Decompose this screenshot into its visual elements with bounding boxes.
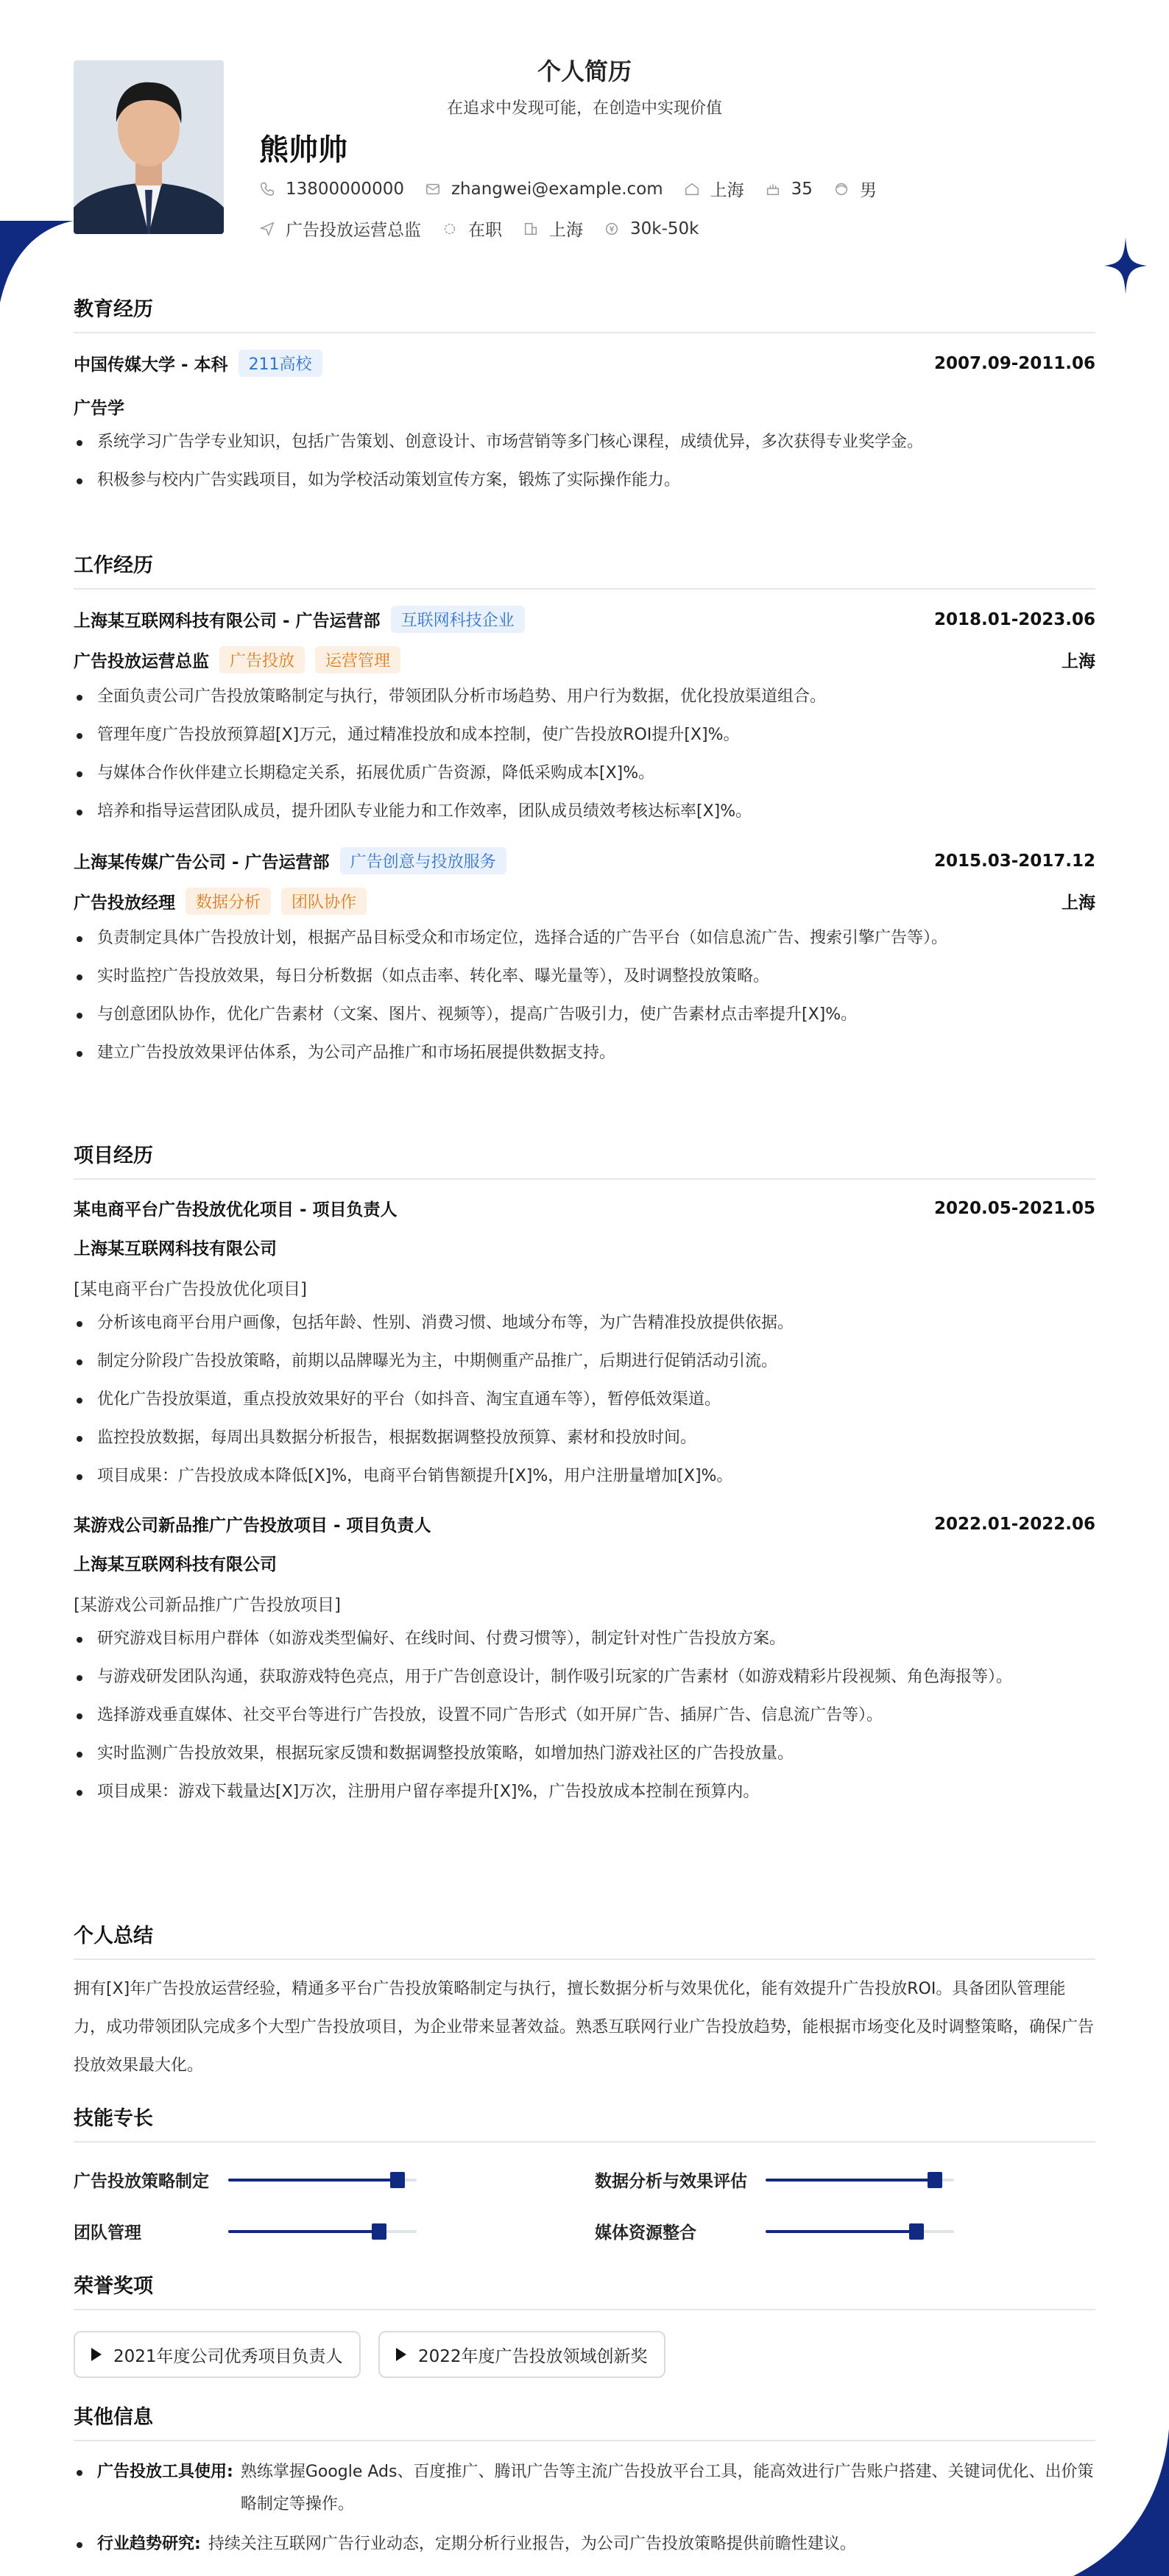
- email-icon: [425, 181, 441, 197]
- phone-value: 13800000000: [286, 179, 404, 199]
- job-position: 广告投放经理: [74, 894, 175, 913]
- company-name: 上海某互联网科技有限公司 - 广告运营部: [74, 612, 381, 631]
- resume-slogan: 在追求中发现可能，在创造中实现价值: [446, 99, 722, 118]
- list-item: 项目成果：游戏下载量达[X]万次，注册用户留存率提升[X]%，广告投放成本控制在预算内。: [74, 1777, 1095, 1807]
- job-period: 2015.03-2017.12: [933, 851, 1095, 871]
- other-label: 广告投放工具使用:: [97, 2463, 233, 2481]
- list-item: 建立广告投放效果评估体系，为公司产品推广和市场拓展提供数据支持。: [74, 1038, 1095, 1068]
- company-name: 上海某传媒广告公司 - 广告运营部: [74, 853, 330, 872]
- education-section: [74, 293, 1095, 495]
- project-label: [某电商平台广告投放优化项目]: [74, 1280, 307, 1299]
- skill-level-bar: [228, 2230, 417, 2233]
- skill-name: 媒体资源整合: [595, 2223, 696, 2243]
- triangle-icon: [396, 2348, 406, 2361]
- skill-name: 数据分析与效果评估: [595, 2171, 747, 2191]
- project-period: 2020.05-2021.05: [933, 1198, 1095, 1218]
- skill-level-fill: [766, 2230, 917, 2233]
- list-item: 管理年度广告投放预算超[X]万元，通过精准投放和成本控制，使广告投放ROI提升[X]%。: [74, 721, 1095, 750]
- project-label: [某游戏公司新品推广广告投放项目]: [74, 1596, 341, 1615]
- other-text: 持续关注互联网广告行业动态，定期分析行业报告，为公司广告投放策略提供前瞻性建议。: [208, 2535, 856, 2553]
- salary-icon: [604, 221, 620, 237]
- list-item: 积极参与校内广告实践项目，如为学校活动策划宣传方案，锻炼了实际操作能力。: [74, 466, 1095, 495]
- job-city: 上海: [1062, 894, 1095, 913]
- list-item: 负责制定具体广告投放计划，根据产品目标受众和市场定位，选择合适的广告平台（如信息流广告、搜索引擎广告等）。: [74, 924, 1095, 953]
- gender-icon: [833, 181, 850, 197]
- project-company: 上海某互联网科技有限公司: [74, 1239, 277, 1259]
- list-item: [74, 2456, 1095, 2521]
- job-position: 广告投放运营总监: [74, 652, 209, 671]
- other-label: 行业趋势研究:: [97, 2535, 201, 2553]
- home-icon: [684, 181, 700, 197]
- education-period: 2007.09-2011.06: [933, 353, 1095, 373]
- skill-item: [595, 2220, 1110, 2242]
- email-value: zhangwei@example.com: [451, 179, 663, 199]
- send-icon: [259, 221, 275, 237]
- skill-level-fill: [766, 2179, 935, 2182]
- location-value: 上海: [710, 181, 744, 200]
- honor-label: 2022年度广告投放领域创新奖: [418, 2346, 648, 2366]
- job-period: 2018.01-2023.06: [933, 609, 1095, 629]
- list-item: 优化广告投放渠道，重点投放效果好的平台（如抖音、淘宝直通车等），暂停低效渠道。: [74, 1385, 1095, 1415]
- skill-item: [74, 2220, 589, 2242]
- company-tag: 广告创意与投放服务: [340, 847, 506, 874]
- job-city: 上海: [1062, 652, 1095, 671]
- triangle-icon: [91, 2348, 102, 2361]
- honor-item: [74, 2331, 361, 2378]
- list-item: 分析该电商平台用户画像，包括年龄、性别、消费习惯、地域分布等，为广告精准投放提供依据。: [74, 1309, 1095, 1338]
- school-name: 中国传媒大学 - 本科: [74, 355, 228, 375]
- skills-section: [74, 2102, 1095, 2249]
- status-icon: [442, 221, 458, 237]
- target-city-value: 上海: [549, 221, 583, 240]
- phone-icon: [259, 181, 275, 197]
- skill-tag: 数据分析: [186, 888, 271, 915]
- honors-section: [74, 2270, 1095, 2379]
- skill-level-bar: [228, 2179, 417, 2182]
- project-name: 某游戏公司新品推广广告投放项目 - 项目负责人: [74, 1516, 431, 1535]
- summary-text: 拥有[X]年广告投放运营经验，精通多平台广告投放策略制定与执行，擅长数据分析与效果优化，能有效提升广告投放ROI。具备团队管理能力，成功带领团队完成多个大型广告投放项目，为企业带来显著效益。熟悉互联网行业广告投放趋势，能根据市场变化及时调整策略，确保广告投放效果最大化。: [74, 1980, 1095, 2075]
- skill-level-bar: [766, 2230, 954, 2233]
- corner-decoration: [0, 221, 74, 412]
- skill-tag: 团队协作: [281, 888, 367, 915]
- skill-level-bar: [766, 2179, 954, 2182]
- skill-tag: 运营管理: [315, 646, 400, 673]
- candidate-name: 熊帅帅: [259, 133, 347, 167]
- skill-level-knob: [928, 2172, 942, 2188]
- section-title: 其他信息: [74, 2401, 1095, 2441]
- section-title: 项目经历: [74, 1139, 1095, 1180]
- skill-level-knob: [390, 2172, 405, 2188]
- skill-level-knob: [372, 2223, 386, 2240]
- list-item: 制定分阶段广告投放策略，前期以品牌曝光为主，中期侧重产品推广，后期进行促销活动引流。: [74, 1347, 1095, 1376]
- projects-section: [74, 1139, 1095, 1807]
- list-item: 培养和指导运营团队成员，提升团队专业能力和工作效率，团队成员绩效考核达标率[X]%。: [74, 797, 1095, 827]
- skill-item: [74, 2168, 589, 2190]
- summary-section: [74, 1919, 1095, 2085]
- list-item: 与创意团队协作，优化广告素材（文案、图片、视频等），提高广告吸引力，使广告素材点击率提升[X]%。: [74, 1000, 1095, 1030]
- section-title: 荣誉奖项: [74, 2270, 1095, 2310]
- skill-name: 团队管理: [74, 2223, 141, 2243]
- skill-level-fill: [228, 2179, 398, 2182]
- skill-level-fill: [228, 2230, 379, 2233]
- section-title: 技能专长: [74, 2102, 1095, 2142]
- salary-value: 30k-50k: [630, 219, 699, 238]
- project-company: 上海某互联网科技有限公司: [74, 1555, 277, 1574]
- list-item: 监控投放数据，每周出具数据分析报告，根据数据调整投放预算、素材和投放时间。: [74, 1423, 1095, 1453]
- section-title: 工作经历: [74, 549, 1095, 590]
- target-position-value: 广告投放运营总监: [286, 221, 421, 240]
- list-item: 与媒体合作伙伴建立长期稳定关系，拓展优质广告资源，降低采购成本[X]%。: [74, 759, 1095, 788]
- cake-icon: [765, 181, 781, 197]
- list-item: 实时监测广告投放效果，根据玩家反馈和数据调整投放策略，如增加热门游戏社区的广告投放量。: [74, 1739, 1095, 1769]
- section-title: 教育经历: [74, 293, 1095, 333]
- skill-tag: 广告投放: [219, 646, 305, 673]
- section-title: 个人总结: [74, 1919, 1095, 1960]
- list-item: 选择游戏垂直媒体、社交平台等进行广告投放，设置不同广告形式（如开屏广告、插屏广告、信息流广告等）。: [74, 1701, 1095, 1730]
- honor-label: 2021年度公司优秀项目负责人: [113, 2346, 343, 2366]
- list-item: 与游戏研发团队沟通，获取游戏特色亮点，用于广告创意设计，制作吸引玩家的广告素材（如游戏精彩片段视频、角色海报等）。: [74, 1663, 1095, 1692]
- list-item: 实时监控广告投放效果，每日分析数据（如点击率、转化率、曝光量等），及时调整投放策略。: [74, 962, 1095, 991]
- honor-item: [378, 2331, 665, 2378]
- project-period: 2022.01-2022.06: [933, 1514, 1095, 1534]
- company-tag: 互联网科技企业: [391, 606, 525, 633]
- list-item: 研究游戏目标用户群体（如游戏类型偏好、在线时间、付费习惯等），制定针对性广告投放方案。: [74, 1624, 1095, 1654]
- resume-title: 个人简历: [537, 57, 632, 85]
- skill-level-knob: [909, 2223, 924, 2240]
- building-icon: [523, 221, 539, 237]
- school-tag: 211高校: [239, 350, 322, 377]
- list-item: [74, 2528, 1095, 2561]
- list-item: 全面负责公司广告投放策略制定与执行，带领团队分析市场趋势、用户行为数据，优化投放渠道组合。: [74, 682, 1095, 712]
- resume-header: [74, 0, 1095, 265]
- skill-name: 广告投放策略制定: [74, 2171, 209, 2191]
- gender-value: 男: [859, 181, 877, 200]
- sparkle-icon: [1104, 237, 1147, 294]
- list-item: 系统学习广告学专业知识，包括广告策划、创意设计、市场营销等多门核心课程，成绩优异，多次获得专业奖学金。: [74, 428, 1095, 457]
- list-item: 项目成果：广告投放成本降低[X]%，电商平台销售额提升[X]%，用户注册量增加[X]%。: [74, 1462, 1095, 1491]
- work-section: [74, 549, 1095, 1068]
- skill-item: [595, 2168, 1110, 2190]
- project-name: 某电商平台广告投放优化项目 - 项目负责人: [74, 1200, 398, 1220]
- other-section: [74, 2401, 1095, 2561]
- age-value: 35: [791, 179, 813, 199]
- other-text: 熟练掌握Google Ads、百度推广、腾讯广告等主流广告投放平台工具，能高效进行广告账户搭建、关键词优化、出价策略制定等操作。: [240, 2463, 1094, 2513]
- major: 广告学: [74, 399, 124, 418]
- status-value: 在职: [468, 221, 502, 240]
